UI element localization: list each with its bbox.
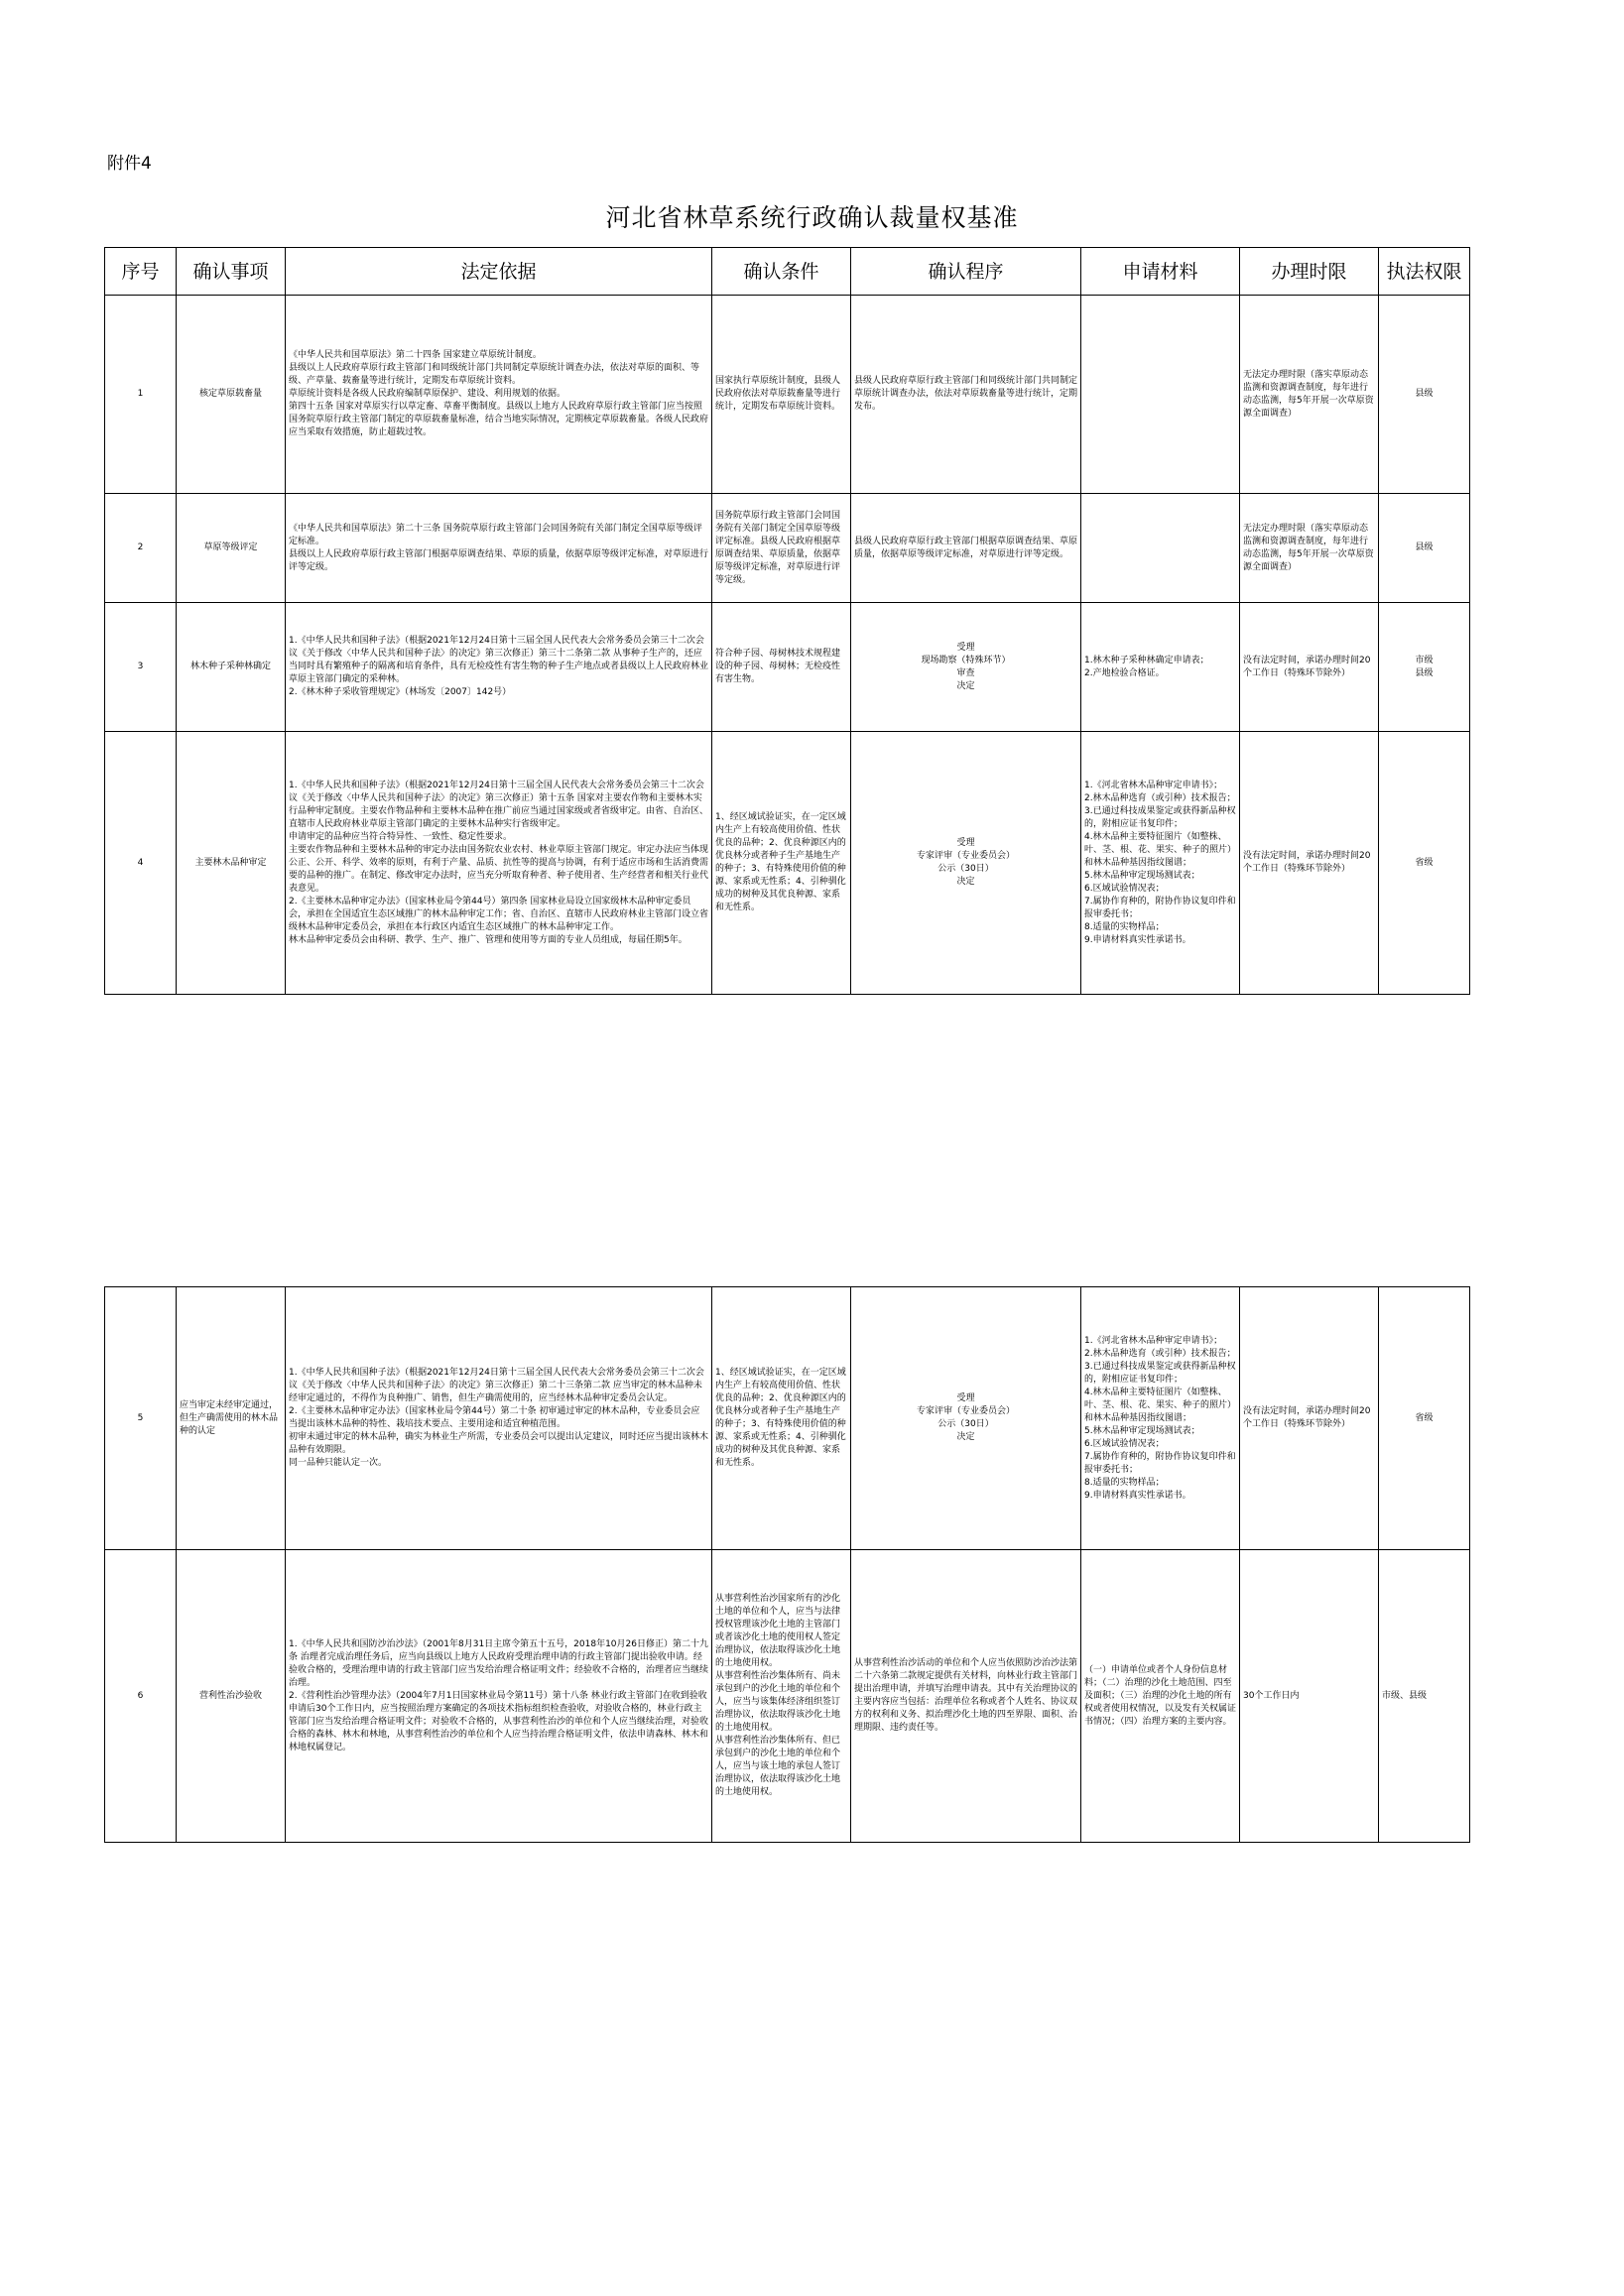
header-basis: 法定依据 bbox=[286, 248, 712, 296]
row-procedure: 县级人民政府草原行政主管部门和同级统计部门共同制定草原统计调查办法，依法对草原载畜量等进行统计，定期发布。 bbox=[851, 296, 1081, 494]
row-basis: 1.《中华人民共和国防沙治沙法》（2001年8月31日主席令第五十五号，2018年10月26日修正）第二十九条 治理者完成治理任务后，应当向县级以上地方人民政府受理治理申请的行政主管部门提出验收申请。经验收合格的，受理治理申请的行政主管部门应当发给治理合格证明文件；经验收不合格的，治理者应当继续治理。 2.《营利性治沙管理办法》（2004年7月1日国家林业局令第11号）第十八条 林业行政主管部门在收到验收申请后30个工作日内，应当按照治理方案确定的各项技术指标组织检查验收，对验收合格的，林业行政主管部门应当发给治理合格证明文件；对验收不合格的，从事营利性治沙的单位和个人应当继续治理，对验收合格的森林、林木和林地，从事营利性治沙的单位和个人应当持治理合格证明文件，依法申请森林、林木和林地权属登记。 bbox=[286, 1550, 712, 1843]
row-condition: 1、经区域试验证实，在一定区域内生产上有较高使用价值、性状优良的品种；2、优良种源区内的优良林分或者种子生产基地生产的种子；3、有特殊使用价值的种源、家系或无性系；4、引种驯化成功的树种及其优良种源、家系和无性系。 bbox=[712, 732, 851, 995]
row-basis: 1.《中华人民共和国种子法》（根据2021年12月24日第十三届全国人民代表大会常务委员会第三十二次会议《关于修改〈中华人民共和国种子法〉的决定》第三次修正）第三十二条第二款 从事种子生产的，还应当同时具有繁殖种子的隔离和培育条件，具有无检疫性有害生物的种子生产地点或者县级以上人民政府林业草原主管部门确定的采种林。 2.《林木种子采收管理规定》（林场发〔2007〕142号） bbox=[286, 603, 712, 732]
row-procedure: 县级人民政府草原行政主管部门根据草原调查结果、草原质量，依据草原等级评定标准，对草原进行评等定级。 bbox=[851, 494, 1081, 603]
table-row bbox=[105, 732, 1470, 995]
row-authority: 市级、县级 bbox=[1379, 1550, 1470, 1843]
row-condition: 从事营利性治沙国家所有的沙化土地的单位和个人，应当与法律授权管理该沙化土地的主管部门或者该沙化土地的使用权人签定治理协议，依法取得该沙化土地的土地使用权。 从事营利性治沙集体所有、尚未承包到户的沙化土地的单位和个人，应当与该集体经济组织签订治理协议，依法取得该沙化土地的土地使用权。 从事营利性治沙集体所有、但已承包到户的沙化土地的单位和个人，应当与该土地的承包人签订治理协议，依法取得该沙化土地的土地使用权。 bbox=[712, 1550, 851, 1843]
table-row bbox=[105, 603, 1470, 732]
row-limit: 没有法定时间，承诺办理时间20个工作日（特殊环节除外） bbox=[1240, 732, 1379, 995]
attachment-label: 附件4 bbox=[107, 154, 152, 174]
row-limit: 无法定办理时限（落实草原动态监测和资源调查制度，每年进行动态监测，每5年开展一次草原资源全面调查） bbox=[1240, 494, 1379, 603]
row-authority: 省级 bbox=[1379, 732, 1470, 995]
row-basis: 《中华人民共和国草原法》第二十四条 国家建立草原统计制度。 县级以上人民政府草原行政主管部门和同级统计部门共同制定草原统计调查办法，依法对草原的面积、等级、产草量、载畜量等进行统计，定期发布草原统计资料。 草原统计资料是各级人民政府编制草原保护、建设、利用规划的依据。 第四十五条 国家对草原实行以草定畜、草畜平衡制度。县级以上地方人民政府草原行政主管部门应当按照国务院草原行政主管部门制定的草原载畜量标准，结合当地实际情况，定期核定草原载畜量。各级人民政府应当采取有效措施，防止超载过牧。 bbox=[286, 296, 712, 494]
row-no: 2 bbox=[105, 494, 177, 603]
row-materials: 1.《河北省林木品种审定申请书》； 2.林木品种选育（或引种）技术报告； 3.已通过科技成果鉴定或获得新品种权的，附相应证书复印件； 4.林木品种主要特征图片（如整株、叶、茎、根、花、果实、种子的照片）和林木品种基因指纹图谱； 5.林木品种审定现场测试表； 6.区域试验情况表； 7.属协作育种的，附协作协议复印件和报审委托书； 8.适量的实物样品； 9.申请材料真实性承诺书。 bbox=[1081, 732, 1240, 995]
row-no: 3 bbox=[105, 603, 177, 732]
row-no: 6 bbox=[105, 1550, 177, 1843]
row-materials bbox=[1081, 296, 1240, 494]
row-item: 应当审定未经审定通过，但生产确需使用的林木品种的认定 bbox=[177, 1287, 286, 1550]
header-limit: 办理时限 bbox=[1240, 248, 1379, 296]
row-limit: 30个工作日内 bbox=[1240, 1550, 1379, 1843]
header-condition: 确认条件 bbox=[712, 248, 851, 296]
row-item: 草原等级评定 bbox=[177, 494, 286, 603]
row-procedure: 从事营利性治沙活动的单位和个人应当依照防沙治沙法第二十六条第二款规定提供有关材料，向林业行政主管部门提出治理申请，并填写治理申请表。其中有关治理协议的主要内容应当包括：治理单位名称或者个人姓名、协议双方的权利和义务、拟治理沙化土地的四至界限、面积、治理期限、违约责任等。 bbox=[851, 1550, 1081, 1843]
table-row bbox=[105, 1550, 1470, 1843]
row-basis: 1.《中华人民共和国种子法》（根据2021年12月24日第十三届全国人民代表大会常务委员会第三十二次会议《关于修改〈中华人民共和国种子法〉的决定》第三次修正）第十五条 国家对主要农作物和主要林木实行品种审定制度。主要农作物品种和主要林木品种在推广前应当通过国家级或者省级审定。由省、自治区、直辖市人民政府林业草原主管部门确定的主要林木品种实行省级审定。 申请审定的品种应当符合特异性、一致性、稳定性要求。 主要农作物品种和主要林木品种的审定办法由国务院农业农村、林业草原主管部门规定。审定办法应当体现公正、公开、科学、效率的原则，有利于产量、品质、抗性等的提高与协调，有利于适应市场和生活消费需要的品种的推广。在制定、修改审定办法时，应当充分听取育种者、种子使用者、生产经营者和相关行业代表意见。 2.《主要林木品种审定办法》（国家林业局令第44号）第四条 国家林业局设立国家级林木品种审定委员会，承担在全国适宜生态区域推广的林木品种审定工作；省、自治区、直辖市人民政府林业主管部门设立省级林木品种审定委员会，承担在本行政区内适宜生态区域推广的林木品种审定工作。 林木品种审定委员会由科研、教学、生产、推广、管理和使用等方面的专业人员组成，每届任期5年。 bbox=[286, 732, 712, 995]
row-authority: 市级 县级 bbox=[1379, 603, 1470, 732]
row-item: 主要林木品种审定 bbox=[177, 732, 286, 995]
row-limit: 无法定办理时限（落实草原动态监测和资源调查制度，每年进行动态监测，每5年开展一次草原资源全面调查） bbox=[1240, 296, 1379, 494]
row-authority: 县级 bbox=[1379, 494, 1470, 603]
row-no: 5 bbox=[105, 1287, 177, 1550]
row-limit: 没有法定时间，承诺办理时间20个工作日（特殊环节除外） bbox=[1240, 1287, 1379, 1550]
header-materials: 申请材料 bbox=[1081, 248, 1240, 296]
row-item: 营利性治沙验收 bbox=[177, 1550, 286, 1843]
table-header-row bbox=[105, 248, 1470, 296]
row-condition: 国家执行草原统计制度，县级人民政府依法对草原载畜量等进行统计，定期发布草原统计资料。 bbox=[712, 296, 851, 494]
table-row bbox=[105, 494, 1470, 603]
row-limit: 没有法定时间，承诺办理时间20个工作日（特殊环节除外） bbox=[1240, 603, 1379, 732]
row-condition: 1、经区域试验证实，在一定区域内生产上有较高使用价值、性状优良的品种；2、优良种源区内的优良林分或者种子生产基地生产的种子；3、有特殊使用价值的种源、家系或无性系；4、引种驯化成功的树种及其优良种源、家系和无性系。 bbox=[712, 1287, 851, 1550]
header-no: 序号 bbox=[105, 248, 177, 296]
row-item: 核定草原载畜量 bbox=[177, 296, 286, 494]
row-basis: 1.《中华人民共和国种子法》（根据2021年12月24日第十三届全国人民代表大会常务委员会第三十二次会议《关于修改〈中华人民共和国种子法〉的决定》第三次修正）第二十三条第二款 应当审定的林木品种未经审定通过的，不得作为良种推广、销售，但生产确需使用的，应当经林木品种审定委员会认定。 2.《主要林木品种审定办法》（国家林业局令第44号）第二十条 初审通过审定的林木品种，专业委员会应当提出该林木品种的特性、栽培技术要点、主要用途和适宜种植范围。 初审未通过审定的林木品种，确实为林业生产所需，专业委员会可以提出认定建议，同时还应当提出该林木品种有效期限。 同一品种只能认定一次。 bbox=[286, 1287, 712, 1550]
page-title: 河北省林草系统行政确认裁量权基准 bbox=[605, 203, 1019, 232]
row-condition: 国务院草原行政主管部门会同国务院有关部门制定全国草原等级评定标准。县级人民政府根据草原调查结果、草原质量，依据草原等级评定标准，对草原进行评等定级。 bbox=[712, 494, 851, 603]
row-procedure: 受理 专家评审（专业委员会） 公示（30日） 决定 bbox=[851, 732, 1081, 995]
row-materials: 1.林木种子采种林确定申请表； 2.产地检验合格证。 bbox=[1081, 603, 1240, 732]
row-materials bbox=[1081, 494, 1240, 603]
standards-table-page-2 bbox=[104, 1286, 1470, 1843]
row-no: 4 bbox=[105, 732, 177, 995]
row-materials: 1.《河北省林木品种审定申请书》； 2.林木品种选育（或引种）技术报告； 3.已通过科技成果鉴定或获得新品种权的，附相应证书复印件； 4.林木品种主要特征图片（如整株、叶、茎、根、花、果实、种子的照片）和林木品种基因指纹图谱； 5.林木品种审定现场测试表； 6.区域试验情况表； 7.属协作育种的，附协作协议复印件和报审委托书； 8.适量的实物样品； 9.申请材料真实性承诺书。 bbox=[1081, 1287, 1240, 1550]
row-basis: 《中华人民共和国草原法》第二十三条 国务院草原行政主管部门会同国务院有关部门制定全国草原等级评定标准。 县级以上人民政府草原行政主管部门根据草原调查结果、草原的质量，依据草原等级评定标准，对草原进行评等定级。 bbox=[286, 494, 712, 603]
row-authority: 县级 bbox=[1379, 296, 1470, 494]
row-condition: 符合种子园、母树林技术规程建设的种子园、母树林；无检疫性有害生物。 bbox=[712, 603, 851, 732]
header-procedure: 确认程序 bbox=[851, 248, 1081, 296]
row-procedure: 受理 现场勘察（特殊环节） 审查 决定 bbox=[851, 603, 1081, 732]
row-procedure: 受理 专家评审（专业委员会） 公示（30日） 决定 bbox=[851, 1287, 1081, 1550]
row-authority: 省级 bbox=[1379, 1287, 1470, 1550]
table-row bbox=[105, 1287, 1470, 1550]
row-item: 林木种子采种林确定 bbox=[177, 603, 286, 732]
header-authority: 执法权限 bbox=[1379, 248, 1470, 296]
row-materials: （一）申请单位或者个人身份信息材料；（二）治理的沙化土地范围、四至及面积；（三）治理的沙化土地的所有权或者使用权情况，以及发有关权属证书情况；（四）治理方案的主要内容。 bbox=[1081, 1550, 1240, 1843]
standards-table-page-1 bbox=[104, 247, 1470, 995]
row-no: 1 bbox=[105, 296, 177, 494]
table-row bbox=[105, 296, 1470, 494]
header-item: 确认事项 bbox=[177, 248, 286, 296]
